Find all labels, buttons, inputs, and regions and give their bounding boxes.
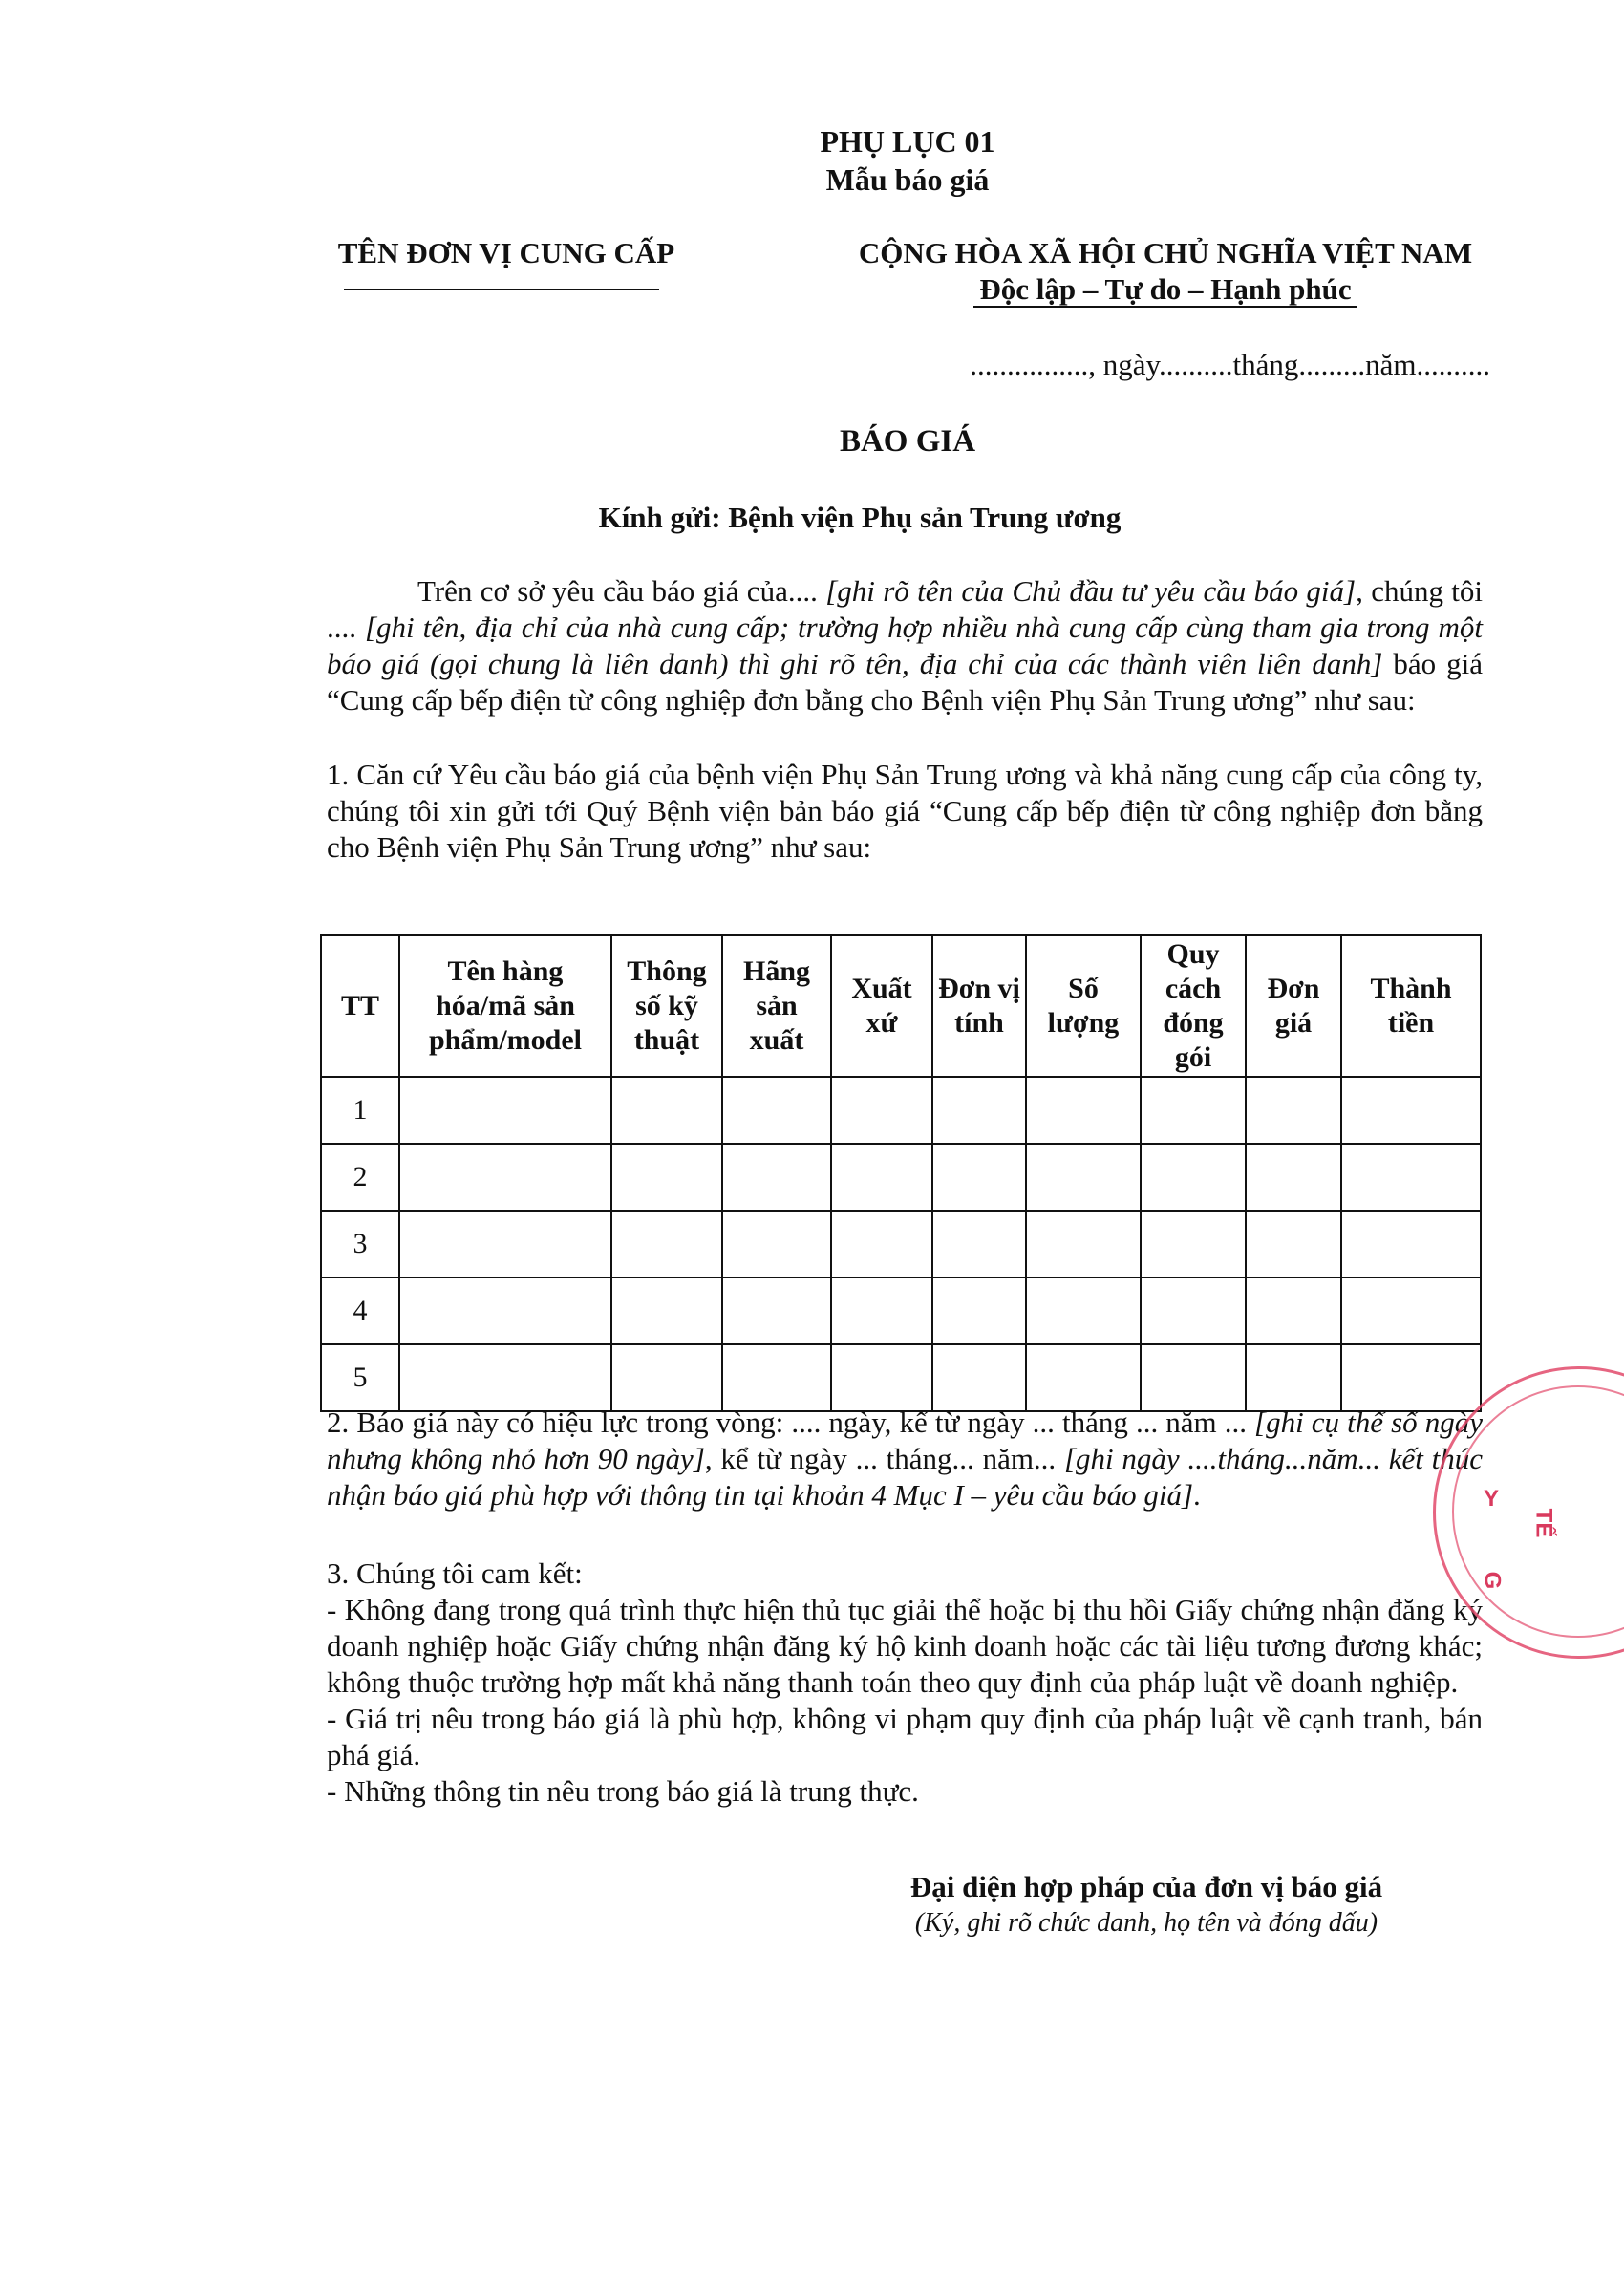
table-cell [932,1211,1026,1277]
table-cell [1026,1211,1141,1277]
intro-part-4: [ghi tên, địa chỉ của nhà cung cấp; trường hợp nhiều nhà cung cấp cùng tham gia trong một báo giá (gọi chung là liên danh) thì ghi rõ tên, địa chỉ của các thành viên liên danh] [327,611,1484,680]
header-manufacturer: Hãng sản xuất [722,935,831,1077]
section-2-part-a: 2. Báo giá này có hiệu lực trong vòng: .... ngày, kể từ ngày ... tháng ... năm ... [327,1406,1247,1439]
table-cell [1246,1344,1341,1411]
row-number: 2 [321,1144,399,1211]
header-unit-price: Đơn giá [1246,935,1341,1077]
header-packaging: Quy cách đóng gói [1141,935,1246,1077]
quote-table [320,934,1482,1412]
appendix-title: PHỤ LỤC 01 [820,124,995,159]
table-cell [831,1144,932,1211]
table-cell [722,1144,831,1211]
recipient: Kính gửi: Bệnh viện Phụ sản Trung ương [598,501,1122,534]
table-cell [1341,1077,1481,1144]
table-cell [932,1077,1026,1144]
row-number: 4 [321,1277,399,1344]
table-cell [1246,1144,1341,1211]
table-cell [722,1077,831,1144]
table-cell [1246,1077,1341,1144]
section-2-part-c: , kể từ ngày ... tháng... năm... [704,1442,1057,1475]
table-row [321,1077,1481,1144]
header-total: Thành tiền [1341,935,1481,1077]
header-quantity: Số lượng [1026,935,1141,1077]
section-2 [327,1405,1483,1513]
form-name: Mẫu báo giá [825,162,990,197]
table-row [321,1144,1481,1211]
table-cell [831,1344,932,1411]
row-number: 5 [321,1344,399,1411]
stamp-letter: G [1479,1571,1506,1590]
table-cell [1026,1077,1141,1144]
header-origin: Xuất xứ [831,935,932,1077]
table-cell [399,1144,611,1211]
table-cell [831,1211,932,1277]
intro-part-5: báo giá “Cung cấp bếp điện từ công nghiệp đơn bằng cho Bệnh viện Phụ Sản Trung ương” như sau: [327,647,1483,717]
table-row [321,1344,1481,1411]
table-cell [611,1144,722,1211]
table-cell [399,1344,611,1411]
signature-title: Đại diện hợp pháp của đơn vị báo giá [909,1870,1383,1903]
table-cell [1341,1277,1481,1344]
header-tt: TT [321,935,399,1077]
table-cell [1141,1077,1246,1144]
table-cell [831,1277,932,1344]
table-cell [932,1277,1026,1344]
table-row [321,1211,1481,1277]
date-line: ................, ngày..........tháng.........năm.......... [970,348,1490,381]
header-specs: Thông số kỹ thuật [611,935,722,1077]
table-cell [399,1077,611,1144]
table-cell [1026,1344,1141,1411]
intro-part-2: [ghi rõ tên của Chủ đầu tư yêu cầu báo giá], [825,574,1363,608]
header-unit: Đơn vị tính [932,935,1026,1077]
table-cell [932,1344,1026,1411]
stamp-letter: TẾ [1530,1508,1557,1538]
section-2-part-e: . [1193,1478,1201,1512]
table-cell [399,1211,611,1277]
table-cell [1026,1277,1141,1344]
row-number: 3 [321,1211,399,1277]
table-cell [722,1277,831,1344]
table-cell [611,1277,722,1344]
stamp-letter: Y [1484,1486,1500,1512]
table-cell [1246,1277,1341,1344]
table-cell [1341,1144,1481,1211]
supplier-name: TÊN ĐƠN VỊ CUNG CẤP [337,236,675,269]
table-cell [1141,1211,1246,1277]
table-row [321,1277,1481,1344]
section-3 [327,1556,1483,1810]
document-title: BÁO GIÁ [839,424,976,459]
intro-part-3: chúng tôi .... [327,574,1484,644]
table-cell [1341,1344,1481,1411]
section-3-title: 3. Chúng tôi cam kết: [327,1556,583,1590]
table-cell [1026,1144,1141,1211]
commitment-item: - Những thông tin nêu trong báo giá là trung thực. [327,1774,919,1808]
table-cell [1141,1344,1246,1411]
table-cell [1246,1211,1341,1277]
table-cell [1141,1277,1246,1344]
table-cell [611,1077,722,1144]
signature-note: (Ký, ghi rõ chức danh, họ tên và đóng dấu) [914,1908,1378,1938]
intro-paragraph [327,573,1483,719]
republic-name: CỘNG HÒA XÃ HỘI CHỦ NGHĨA VIỆT NAM [858,236,1473,269]
commitment-item: - Giá trị nêu trong báo giá là phù hợp, không vi phạm quy định của pháp luật về cạnh tranh, bán phá giá. [327,1702,1483,1771]
table-header-row [321,935,1481,1077]
section-2-part-d: [ghi ngày ....tháng...năm... kết thúc nhận báo giá phù hợp với thông tin tại khoản 4 Mục I – yêu cầu báo giá] [327,1442,1483,1512]
table-cell [399,1277,611,1344]
header-product-name: Tên hàng hóa/mã sản phẩm/model [399,935,611,1077]
table-cell [722,1211,831,1277]
table-cell [722,1344,831,1411]
supplier-underline [344,289,659,290]
table-cell [1141,1144,1246,1211]
table-cell [831,1077,932,1144]
section-2-part-b: [ghi cụ thể số ngày nhưng không nhỏ hơn 90 ngày] [327,1406,1483,1475]
table-cell [932,1144,1026,1211]
row-number: 1 [321,1077,399,1144]
table-cell [611,1344,722,1411]
commitment-item: - Không đang trong quá trình thực hiện thủ tục giải thể hoặc bị thu hồi Giấy chứng nhận đăng ký doanh nghiệp hoặc Giấy chứng nhận đăng ký hộ kinh doanh hoặc các tài liệu tương đương khác; không thuộc trường hợp mất khả năng thanh toán theo quy định của pháp luật về doanh nghiệp. [327,1593,1483,1699]
table-cell [611,1211,722,1277]
national-motto: Độc lập – Tự do – Hạnh phúc [973,272,1357,308]
section-1: 1. Căn cứ Yêu cầu báo giá của bệnh viện Phụ Sản Trung ương và khả năng cung cấp của công ty, chúng tôi xin gửi tới Quý Bệnh viện bản báo giá “Cung cấp bếp điện từ công nghiệp đơn bằng cho Bệnh viện Phụ Sản Trung ương” như sau: [327,758,1483,864]
table-cell [1341,1211,1481,1277]
intro-part-1: Trên cơ sở yêu cầu báo giá của.... [417,574,818,608]
